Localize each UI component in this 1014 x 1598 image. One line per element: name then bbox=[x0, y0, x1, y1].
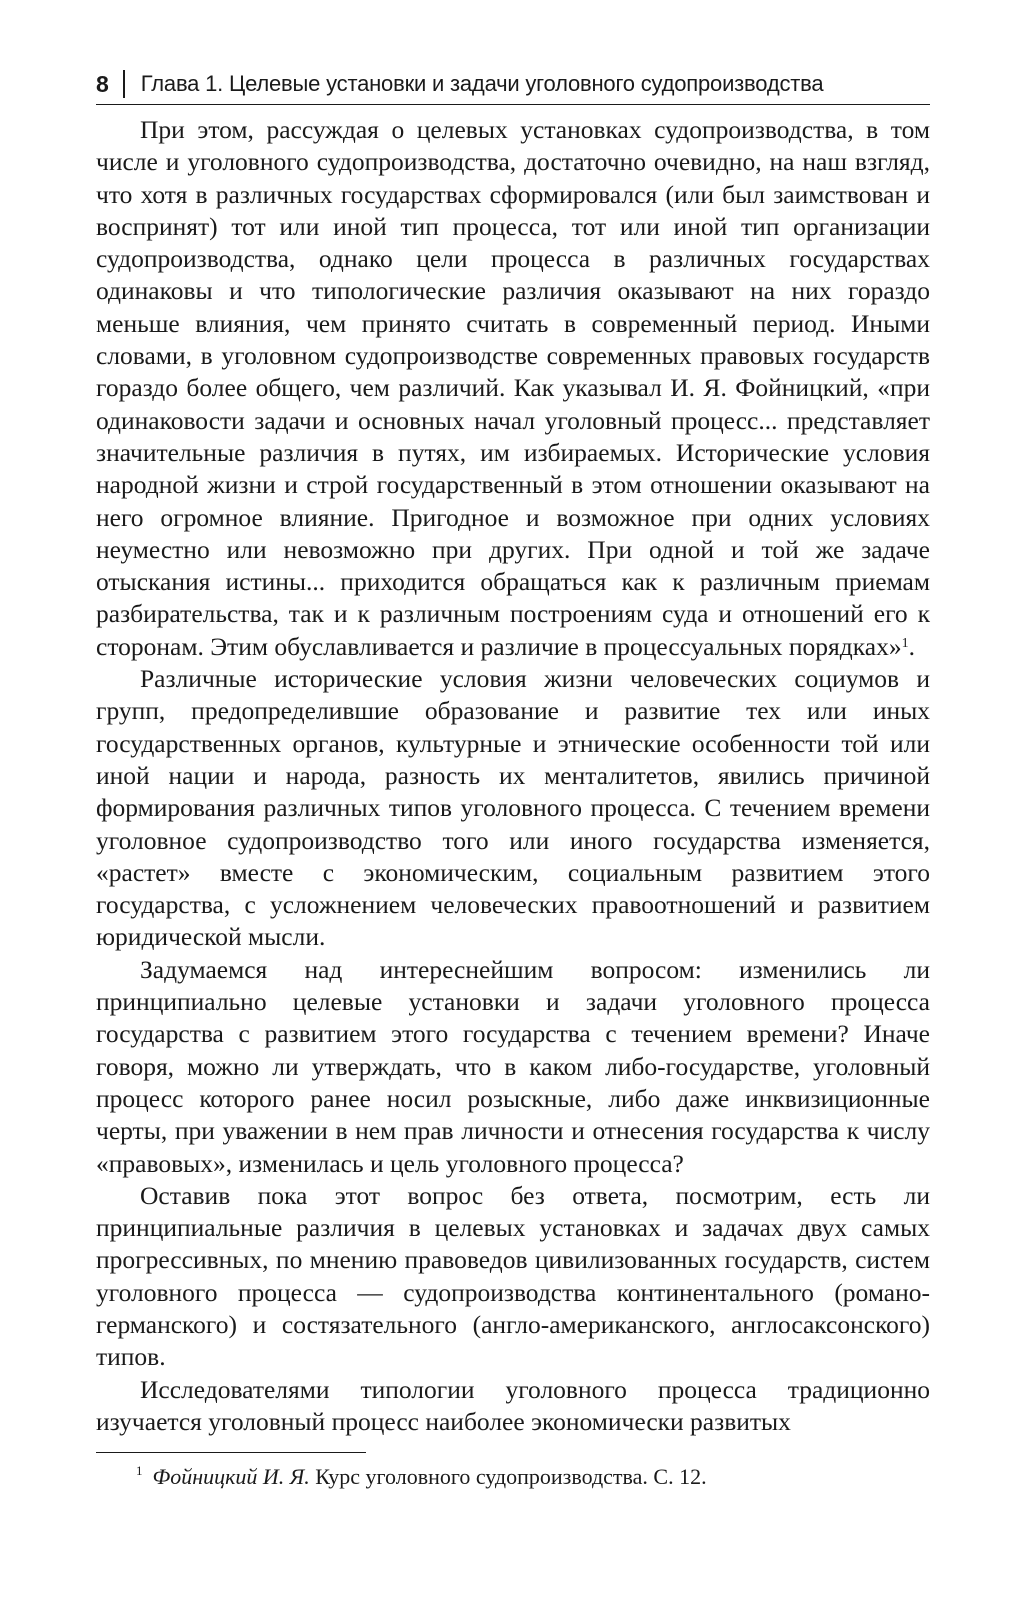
paragraph: При этом, рассуждая о целевых установках судопроизводства, в том числе и уголовного судопроизводства, достаточно очевидно, на наш взгляд, что хотя в различных государствах сформировался (или был заимствован и воспринят) тот или иной тип процесса, тот или иной тип организации судопроизводства, однако цели процесса в различных государствах одинаковы и что типологические различия оказывают на них гораздо меньше влияния, чем принято считать в современный период. Иными словами, в уголовном судопроизводстве современных правовых государств гораздо более общего, чем различий. Как указывал И. Я. Фойницкий, «при одинаковости задачи и основных начал уголовный процесс... представляет значительные различия в путях, им избираемых. Исторические условия народной жизни и строй государственный в этом отношении оказывают на него огромное влияние. Пригодное и возможное при одних условиях неуместно или невозможно при других. При одной и той же задаче отыскания истины... приходится обращаться как к различным приемам разбирательства, так и к различным построениям суда и отношений его к сторонам. Этим обуславливается и различие в процессуальных порядках»$^1$. bbox=[96, 115, 930, 661]
chapter-title: Глава 1. Целевые установки и задачи уголовного судопроизводства bbox=[140, 71, 824, 96]
footnote-text: Курс уголовного судопроизводства. С. 12. bbox=[309, 1464, 707, 1489]
footnote-reference[interactable]: 1 bbox=[901, 635, 909, 651]
paragraph bbox=[96, 1374, 930, 1439]
header-rule bbox=[96, 104, 930, 105]
paragraph bbox=[96, 663, 930, 954]
main-text bbox=[96, 114, 930, 1438]
footnote-rule bbox=[96, 1452, 366, 1453]
header-separator bbox=[123, 70, 125, 98]
footnote bbox=[96, 1462, 930, 1492]
paragraph-text: Задумаемся над интереснейшим вопросом: изменились ли принципиально целевые установки и задачи уголовного процесса государства с развитием этого государства с течением времени? Иначе говоря, можно ли утверждать, что в каком либо-государстве, уголовный процесс которого ранее носил розыскные, либо даже инквизиционные черты, при уважении в нем прав личности и отнесения государства к числу «правовых», изменилась и цель уголовного процесса? bbox=[96, 954, 930, 1178]
paragraph-text: При этом, рассуждая о целевых установках судопроизводства, в том числе и уголовного судопроизводства, достаточно очевидно, на наш взгляд, что хотя в различных государствах сформировался (или был заимствован и воспринят) тот или иной тип процесса, тот или иной тип организации судопроизводства, однако цели процесса в различных государствах одинаковы и что типологические различия оказывают на них гораздо меньше влияния, чем принято считать в современный период. Иными словами, в уголовном судопроизводстве современных правовых государств гораздо более общего, чем различий. Как указывал И. Я. Фойницкий, «при одинаковости задачи и основных начал уголовный процесс... представляет значительные различия в путях, им избираемых. Исторические условия народной жизни и строй государственный в этом отношении оказывают на него огромное влияние. Пригодное и возможное при одних условиях неуместно или невозможно при других. При одной и той же задаче отыскания истины... приходится обращаться как к различным приемам разбирательства, так и к различным построениям суда и отношений его к сторонам. Этим обуславливается и различие в процессуальных порядках» bbox=[96, 115, 930, 661]
footnote-author: Фойницкий И. Я. bbox=[152, 1464, 310, 1489]
paragraph-text: Исследователями типологии уголовного процесса традиционно изучается уголовный процесс наиболее экономически развитых bbox=[96, 1374, 930, 1436]
page-number: 8 bbox=[96, 70, 109, 97]
paragraph bbox=[96, 954, 930, 1180]
paragraph-text: Оставив пока этот вопрос без ответа, посмотрим, есть ли принципиальные различия в целевых установках и задачах двух самых прогрессивных, по мнению правоведов цивилизованных государств, систем уголовного процесса — судопроизводства континентального (романо-германского) и состязательного (англо-американского, англосаксонского) типов. bbox=[96, 1180, 930, 1372]
footnote-number: 1 bbox=[136, 1463, 143, 1478]
paragraph bbox=[96, 1180, 930, 1374]
running-head bbox=[96, 66, 930, 102]
paragraph-text: Различные исторические условия жизни человеческих социумов и групп, предопределившие образование и развитие тех или иных государственных органов, культурные и этнические особенности той или иной нации и народа, разность их менталитетов, явились причиной формирования различных типов уголовного процесса. С течением времени уголовное судопроизводство того или иного государства изменяется, «растет» вместе с экономическим, социальным развитием этого государства, с усложнением человеческих правоотношений и развитием юридической мысли. bbox=[96, 664, 930, 952]
